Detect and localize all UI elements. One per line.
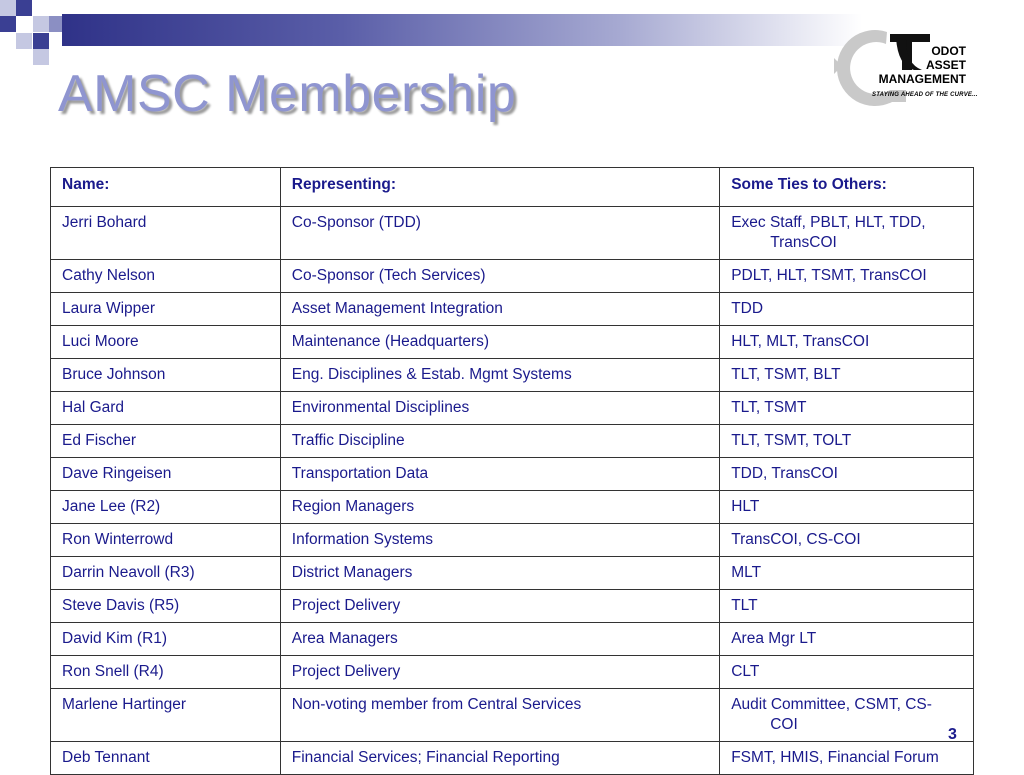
cell-representing: Area Managers xyxy=(280,623,719,656)
cell-ties: Area Mgr LT xyxy=(720,623,974,656)
cell-representing: Eng. Disciplines & Estab. Mgmt Systems xyxy=(280,359,719,392)
cell-ties: TLT, TSMT, TOLT xyxy=(720,425,974,458)
cell-representing: Information Systems xyxy=(280,524,719,557)
cell-ties: MLT xyxy=(720,557,974,590)
cell-ties: CLT xyxy=(720,656,974,689)
cell-ties xyxy=(720,689,974,742)
table-row xyxy=(51,623,974,656)
ties-text: Audit Committee, CSMT, CS- xyxy=(731,696,932,713)
cell-ties: TLT, TSMT, BLT xyxy=(720,359,974,392)
decor-square xyxy=(0,16,16,32)
cell-representing: Maintenance (Headquarters) xyxy=(280,326,719,359)
logo-line: MANAGEMENT xyxy=(878,72,966,86)
cell-ties: TDD xyxy=(720,293,974,326)
cell-name: Hal Gard xyxy=(51,392,281,425)
table-row xyxy=(51,491,974,524)
cell-name: Marlene Hartinger xyxy=(51,689,281,742)
table-row xyxy=(51,260,974,293)
page-number: 3 xyxy=(948,726,957,743)
table-row xyxy=(51,557,974,590)
cell-ties: HLT, MLT, TransCOI xyxy=(720,326,974,359)
logo-tagline: STAYING AHEAD OF THE CURVE... xyxy=(872,92,978,98)
cell-name: David Kim (R1) xyxy=(51,623,281,656)
cell-representing: Co-Sponsor (TDD) xyxy=(280,207,719,260)
cell-ties: TDD, TransCOI xyxy=(720,458,974,491)
column-header-name: Name: xyxy=(51,168,281,207)
cell-name: Dave Ringeisen xyxy=(51,458,281,491)
table-header-row xyxy=(51,168,974,207)
cell-name: Luci Moore xyxy=(51,326,281,359)
decor-square xyxy=(33,49,49,65)
cell-ties: PDLT, HLT, TSMT, TransCOI xyxy=(720,260,974,293)
header-gradient-band xyxy=(62,14,862,46)
table-row xyxy=(51,392,974,425)
cell-representing: Traffic Discipline xyxy=(280,425,719,458)
ties-text: Exec Staff, PBLT, HLT, TDD, xyxy=(731,214,926,231)
table-row xyxy=(51,742,974,775)
cell-representing: Environmental Disciplines xyxy=(280,392,719,425)
cell-name: Steve Davis (R5) xyxy=(51,590,281,623)
table-row xyxy=(51,293,974,326)
column-header-representing: Representing: xyxy=(280,168,719,207)
cell-ties: TransCOI, CS-COI xyxy=(720,524,974,557)
cell-name: Jerri Bohard xyxy=(51,207,281,260)
cell-name: Laura Wipper xyxy=(51,293,281,326)
cell-name: Jane Lee (R2) xyxy=(51,491,281,524)
decor-square xyxy=(0,0,16,16)
cell-representing: Project Delivery xyxy=(280,656,719,689)
cell-name: Ron Snell (R4) xyxy=(51,656,281,689)
logo-line: ODOT xyxy=(931,44,966,58)
table-row xyxy=(51,524,974,557)
cell-ties xyxy=(720,207,974,260)
table-row xyxy=(51,656,974,689)
table-row xyxy=(51,359,974,392)
cell-ties: HLT xyxy=(720,491,974,524)
logo-line: ASSET xyxy=(925,58,966,72)
table-row xyxy=(51,590,974,623)
cell-representing: District Managers xyxy=(280,557,719,590)
cell-representing: Region Managers xyxy=(280,491,719,524)
cell-representing: Asset Management Integration xyxy=(280,293,719,326)
cell-name: Bruce Johnson xyxy=(51,359,281,392)
cell-representing: Co-Sponsor (Tech Services) xyxy=(280,260,719,293)
decor-square xyxy=(16,0,32,16)
cell-representing: Project Delivery xyxy=(280,590,719,623)
cell-representing: Transportation Data xyxy=(280,458,719,491)
cell-representing: Non-voting member from Central Services xyxy=(280,689,719,742)
cell-ties: TLT, TSMT xyxy=(720,392,974,425)
table-row xyxy=(51,326,974,359)
table-row xyxy=(51,458,974,491)
cell-name: Deb Tennant xyxy=(51,742,281,775)
cell-name: Darrin Neavoll (R3) xyxy=(51,557,281,590)
membership-table xyxy=(50,167,974,775)
cell-name: Ron Winterrowd xyxy=(51,524,281,557)
cell-ties: TLT xyxy=(720,590,974,623)
ties-text-continued: TransCOI xyxy=(770,234,837,251)
slide-title: AMSC Membership xyxy=(58,65,517,123)
decor-square xyxy=(33,33,49,49)
cell-name: Ed Fischer xyxy=(51,425,281,458)
ties-text-continued: COI xyxy=(770,716,798,733)
table-row xyxy=(51,689,974,742)
column-header-ties: Some Ties to Others: xyxy=(720,168,974,207)
cell-ties: FSMT, HMIS, Financial Forum xyxy=(720,742,974,775)
cell-name: Cathy Nelson xyxy=(51,260,281,293)
table-row xyxy=(51,207,974,260)
table-row xyxy=(51,425,974,458)
cell-representing: Financial Services; Financial Reporting xyxy=(280,742,719,775)
decor-square xyxy=(16,33,32,49)
decor-square xyxy=(33,16,49,32)
